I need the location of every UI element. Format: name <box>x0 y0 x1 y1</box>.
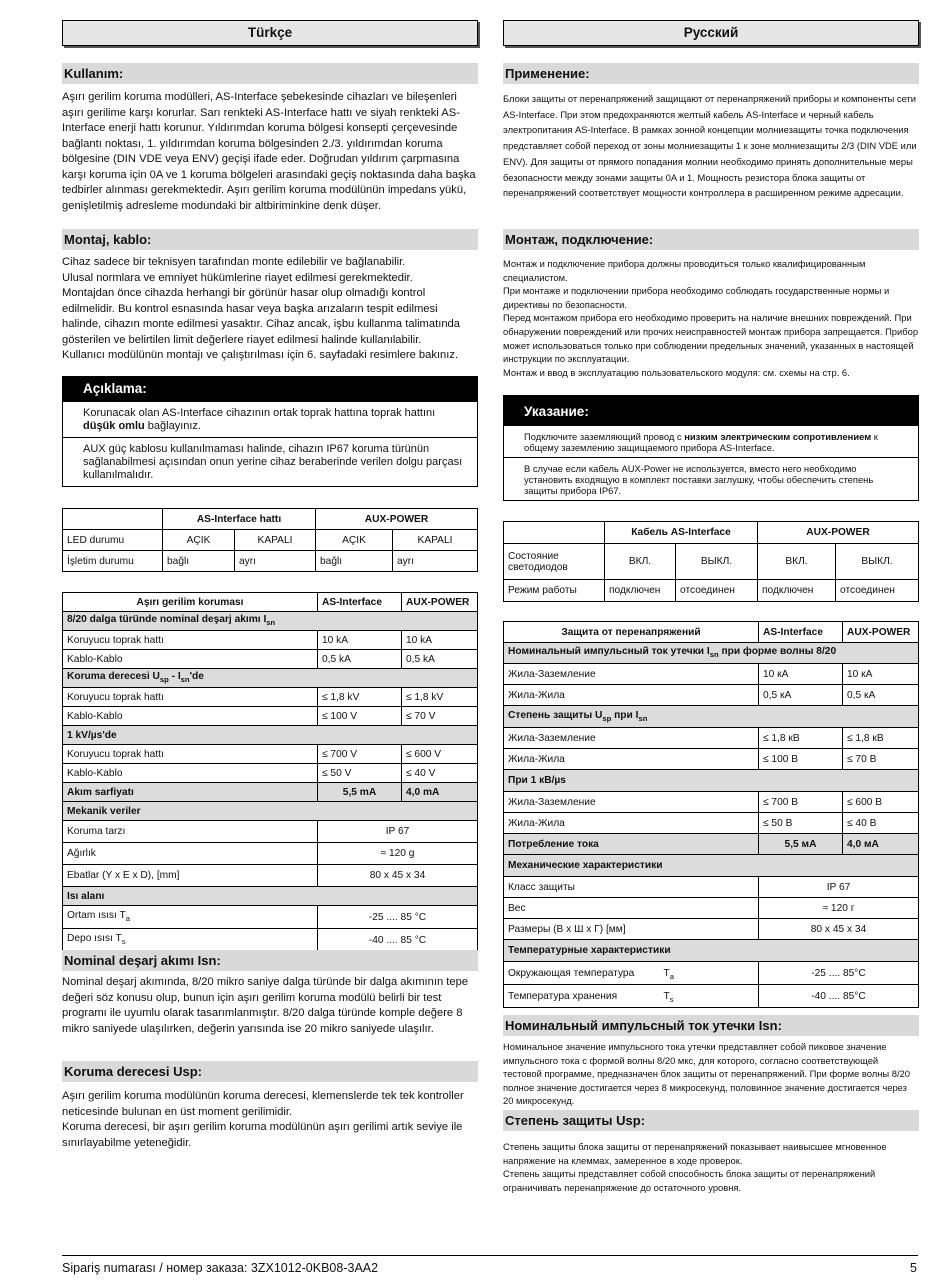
mount-text: Монтаж и подключение прибора должны проводиться только квалифицированным специалистом. При монтаже и подключении прибора необходимо соблюдать государственные нормы и директивы по безопасности. Перед монтажом прибора его необходимо проверить на наличие внешних повреждений. При обнаружении повреждений или прочих неисправностей монтаж прибора запрещается. Прибор может использоваться только при соблюдении предельных значений, указанных в настоящей инструкции по эксплуатации. Монтаж и ввод в эксплуатацию пользовательского модуля: см. схемы на стр. 6. <box>503 258 919 378</box>
isn-text: Номинальное значение импульсного тока утечки представляет собой пиковое значение импульсного тока с формой волны 8/20 мкс, для которого, согласно соответствующей тестовой программе, предназначен блок защиты от перенапряжений. При форме волны 8/20 полное значение достигается через 8 микросекунд, половинное значение достигается через 20 микросекунд. <box>503 1041 910 1107</box>
section-title-use: Kullanım: <box>62 63 478 84</box>
note-item: AUX güç kablosu kullanılmaması halinde, cihazın IP67 koruma türünün sağlanabilmesi açısından onun yerine cihaz beraberinde verilen dolgu parçası kullanılmalıdır. <box>63 437 477 486</box>
led-status-table: Кабель AS-Interface AUX-POWER Состояние светодиодов ВКЛ. ВЫКЛ. ВКЛ. ВЫКЛ. Режим работы подключен отсоединен подключен отсоединен <box>503 521 919 602</box>
use-text: Блоки защиты от перенапряжений защищают от перенапряжений приборы и компоненты сети AS-Interface. При этом предохраняются желтый кабель AS-Interface и черный кабель электропитания AS-Interface. В рамках зонной концепции молниезащиты точка подключения представляет собой переход от зоны молниезащиты 1 к зоне молниезащиты 2/3 (DIN VDE или ENV). Для защиты от прямого попадания молнии необходимо принять дополнительные меры безопасности между зонами защиты 0A и 1. Мощность резистора блока защиты от перенапряжений соответствует мощности контроллера в расширенном режиме адресации. <box>503 93 917 199</box>
section-title-mount: Монтаж, подключение: <box>503 229 919 250</box>
mount-text: Cihaz sadece bir teknisyen tarafından monte edilebilir ve bağlanabilir. Ulusal normlara ve emniyet hükümlerine riayet edilmesi gerekmektedir. Montajdan önce cihazda herhangi bir görünür hasar olup olmadığı kontrol edilmelidir. Bu kontrol esnasında hasar veya başka arızaların tespit edilmesi halinde, cihazın monte edilmesi yasaktır. Cihaz ancak, işbu kullanma talimatında gösterilen ve belirtilen limit değerlere riayet edilmesi halinde kullanılabilir. Kullanıcı modülünün montajı ve çalıştırılması için 6. sayfadaki resimlere bakınız. <box>62 256 460 361</box>
section-title-isn: Nominal deşarj akımı Isn: <box>62 950 478 971</box>
note-title: Указание: <box>504 396 918 425</box>
note-box <box>62 376 478 487</box>
usp-text: Степень защиты блока защиты от перенапряжений показывает наивысшее мгновенное напряжение на клеммах, замеренное в ходе проверок. Степень защиты представляет собой способность блока защиты от перенапряжений ограничивать перенапряжение до остаточного уровня. <box>503 1141 887 1193</box>
language-heading: Türkçe <box>62 20 478 46</box>
footer-divider <box>62 1255 918 1256</box>
note-box <box>503 395 919 501</box>
note-item: Подключите заземляющий провод с низким электрическим сопротивлением к общему заземлению защищаемого прибора AS-Interface. <box>504 425 918 457</box>
isn-text: Nominal deşarj akımında, 8/20 mikro saniye dalga türünde bir dalga akımının tepe değeri söz konusu olup, bunun için aşırı gerilim koruma modülü belirli bir test programı ile uyumlu olarak tasarımlanmıştır. 8/20 dalga türünde komple değere 8 mikro saniyede ulaşılırken, değerin yarısında ise 20 mikro saniyede ulaşılır. <box>62 976 469 1035</box>
use-text: Aşırı gerilim koruma modülleri, AS-Interface şebekesinde cihazları ve bileşenleri aşırı gerilime karşı korurlar. Sarı renkteki AS-Interface hattı ve siyah renkteki AS-Interface enerji hattı korunur. Yıldırımdan koruma bölgesi konsepti çerçevesinde bağlantı noktası, 1. yıldırımdan koruma bölgesinden 2./3. yıldırımdan koruma bölgesine (DIN VDE veya ENV) geçişi ifade eder. Doğrudan yıldırım çarpmasına karşı koruma için 0A ve 1 koruma bölgeleri arasındaki geçiş noktasında daha başka tedbirler alınması gerekmektedir. Aşırı gerilim koruma modülünün impedans yükü, genişletilmiş adresleme modundaki bir altbiriminkine denk düşer. <box>62 91 476 212</box>
order-number: Sipariş numarası / номер заказа: 3ZX1012-0KB08-3AA2 <box>62 1261 379 1275</box>
section-title-usp: Koruma derecesi Usp: <box>62 1061 478 1082</box>
section-title-use: Применение: <box>503 63 919 84</box>
spec-table: Защита от перенапряжений AS-Interface AUX-POWER Номинальный импульсный ток утечки $I_{sn}$ при форме волны 8/20 Жила-Заземление 10 кА 10 кА Жила-Жила 0,5 кА 0,5 кА Степень защиты $U_{sp}$ при $I_{sn}$ Жила-Заземление ≤ 1,8 кВ ≤ 1,8 кВ Жила-Жила ≤ 100 В ≤ 70 В При 1 кВ/µs Жила-Заземление ≤ 700 В ≤ 600 В Жила-Жила ≤ 50 В ≤ 40 В Потребление тока 5,5 мА 4,0 мА Механические характеристики Класс защиты IP 67 Вес ≈ 120 г Размеры (В x Ш x Г) [мм] 80 x 45 x 34 Температурные характеристики Окружающая температура $T_a$ -25 .... 85°C Температура хранения $T_s$ -40 .... 85°C <box>503 621 919 1008</box>
language-heading: Русский <box>503 20 919 46</box>
section-title-usp: Степень защиты Usp: <box>503 1110 919 1131</box>
usp-text: Aşırı gerilim koruma modülünün koruma derecesi, klemenslerde tek tek kontroller neticesinde bulunan en üst moment gerilimidir. Koruma derecesi, bir aşırı gerilim koruma modülünün aşırı gerilimi artık seviye ile sınırlayabilme yeteneğidir. <box>62 1090 464 1149</box>
section-title-mount: Montaj, kablo: <box>62 229 478 250</box>
page-number: 5 <box>910 1261 917 1275</box>
note-title: Açıklama: <box>63 377 477 401</box>
spec-table: Aşırı gerilim koruması AS-Interface AUX-POWER 8/20 dalga türünde nominal deşarj akımı $I_{sn}$ Koruyucu toprak hattı 10 kA 10 kA Kablo-Kablo 0,5 kA 0,5 kA Koruma derecesi $U_{sp} - I_{sn}'de$ Koruyucu toprak hattı ≤ 1,8 kV ≤ 1,8 kV Kablo-Kablo ≤ 100 V ≤ 70 V 1 kV/µs'de Koruyucu toprak hattı ≤ 700 V ≤ 600 V Kablo-Kablo ≤ 50 V ≤ 40 V Akım sarfiyatı 5,5 mA 4,0 mA Mekanik veriler Koruma tarzı IP 67 Ağırlık ≈ 120 g Ebatlar (Y x E x D), [mm] 80 x 45 x 34 Isı alanı Ortam ısısı $T_a$ -25 .... 85 °C Depo ısısı $T_s$ -40 .... 85 °C <box>62 592 478 952</box>
led-status-table: AS-Interface hattı AUX-POWER LED durumu AÇIK KAPALI AÇIK KAPALI İşletim durumu bağlı ayrı bağlı ayrı <box>62 508 478 572</box>
note-item: В случае если кабель AUX-Power не используется, вместо него необходимо установить входящую в комплект поставки заглушку, чтобы обеспечить степень защиты прибора IP67. <box>504 457 918 500</box>
russian-column <box>503 20 919 1193</box>
section-title-isn: Номинальный импульсный ток утечки Isn: <box>503 1015 919 1036</box>
note-item: Korunacak olan AS-Interface cihazının ortak toprak hattına toprak hattını düşük omlu bağlayınız. <box>63 401 477 437</box>
turkish-column <box>62 20 478 1149</box>
